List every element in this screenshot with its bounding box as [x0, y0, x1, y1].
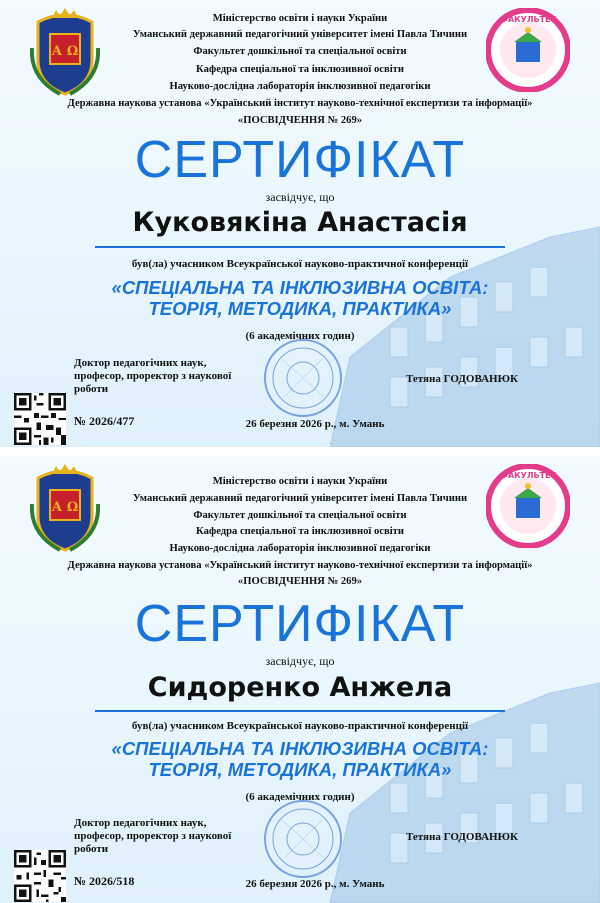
name-underline: [95, 246, 505, 248]
header-certificate-ref: «ПОСВІДЧЕННЯ № 269»: [237, 115, 363, 126]
header-laboratory: Науково-дослідна лабораторія інклюзивної педагогіки: [169, 543, 431, 554]
svg-text:А Ω: А Ω: [51, 44, 79, 59]
participant-text: був(ла) учасником Всеукраїнської науково-практичної конференції: [131, 258, 469, 270]
participant-text: був(ла) учасником Всеукраїнської науково-практичної конференції: [131, 720, 469, 732]
header-ministry: Міністерство освіти і науки України: [212, 13, 388, 24]
issue-date: [0, 418, 600, 430]
header-institute: Державна наукова установа «Український інститут науково-технічної експертизи та інформації»: [67, 98, 533, 109]
recipient-name: Куковякіна Анастасія: [132, 207, 468, 238]
conference-title-line1: «СПЕЦІАЛЬНА ТА ІНКЛЮЗИВНА ОСВІТА:: [111, 277, 489, 298]
signer-name: Тетяна ГОДОВАНЮК: [406, 373, 518, 385]
header-certificate-ref: «ПОСВІДЧЕННЯ № 269»: [237, 576, 363, 587]
svg-text:А Ω: А Ω: [51, 500, 79, 515]
header-university: Уманський державний педагогічний університет імені Павла Тичини: [132, 493, 468, 504]
official-stamp: [262, 337, 344, 419]
header-university: Уманський державний педагогічний університет імені Павла Тичини: [132, 29, 468, 40]
svg-text:ФАКУЛЬТЕТ: ФАКУЛЬТЕТ: [500, 471, 556, 480]
svg-text:ФАКУЛЬТЕТ: ФАКУЛЬТЕТ: [500, 15, 556, 24]
name-underline: [95, 710, 505, 712]
certificate-number: № 2026/477: [74, 414, 135, 428]
issue-date-text: 26 березня 2026 р., м. Умань: [245, 418, 385, 430]
certificate-title: СЕРТИФІКАТ: [134, 595, 466, 653]
conference-title-line2: ТЕОРІЯ, МЕТОДИКА, ПРАКТИКА»: [148, 298, 452, 319]
issue-date-text: 26 березня 2026 р., м. Умань: [245, 878, 385, 890]
header-department: Кафедра спеціальної та інклюзивної освіти: [196, 64, 404, 75]
conference-title-line2: ТЕОРІЯ, МЕТОДИКА, ПРАКТИКА»: [148, 759, 452, 780]
header-department: Кафедра спеціальної та інклюзивної освіти: [196, 526, 404, 537]
certificate-title: СЕРТИФІКАТ: [134, 131, 466, 189]
header-faculty: Факультет дошкільної та спеціальної освіти: [193, 510, 407, 521]
certificate-1: [0, 0, 600, 447]
certificate-number: № 2026/518: [74, 874, 135, 888]
conference-title-line1: «СПЕЦІАЛЬНА ТА ІНКЛЮЗИВНА ОСВІТА:: [111, 738, 489, 759]
issue-date: [0, 878, 600, 890]
header-faculty: Факультет дошкільної та спеціальної освіти: [193, 46, 407, 57]
recipient-name: Сидоренко Анжела: [147, 672, 453, 703]
signer-role: Доктор педагогічних наук, професор, проректор з наукової роботи: [74, 817, 232, 855]
official-stamp: [262, 798, 344, 880]
qr-code: [14, 850, 66, 902]
certificate-2: [0, 456, 600, 903]
signer-role: Доктор педагогічних наук, професор, проректор з наукової роботи: [74, 357, 232, 395]
academic-hours: (6 академічних годин): [245, 791, 355, 803]
header-institute: Державна наукова установа «Український інститут науково-технічної експертизи та інформації»: [67, 560, 533, 571]
header-ministry: Міністерство освіти і науки України: [212, 476, 388, 487]
header-laboratory: Науково-дослідна лабораторія інклюзивної педагогіки: [169, 81, 431, 92]
certifies-text: засвідчує, що: [265, 654, 335, 668]
signer-name: Тетяна ГОДОВАНЮК: [406, 831, 518, 843]
certifies-text: засвідчує, що: [265, 190, 335, 204]
academic-hours: (6 академічних годин): [245, 330, 355, 342]
